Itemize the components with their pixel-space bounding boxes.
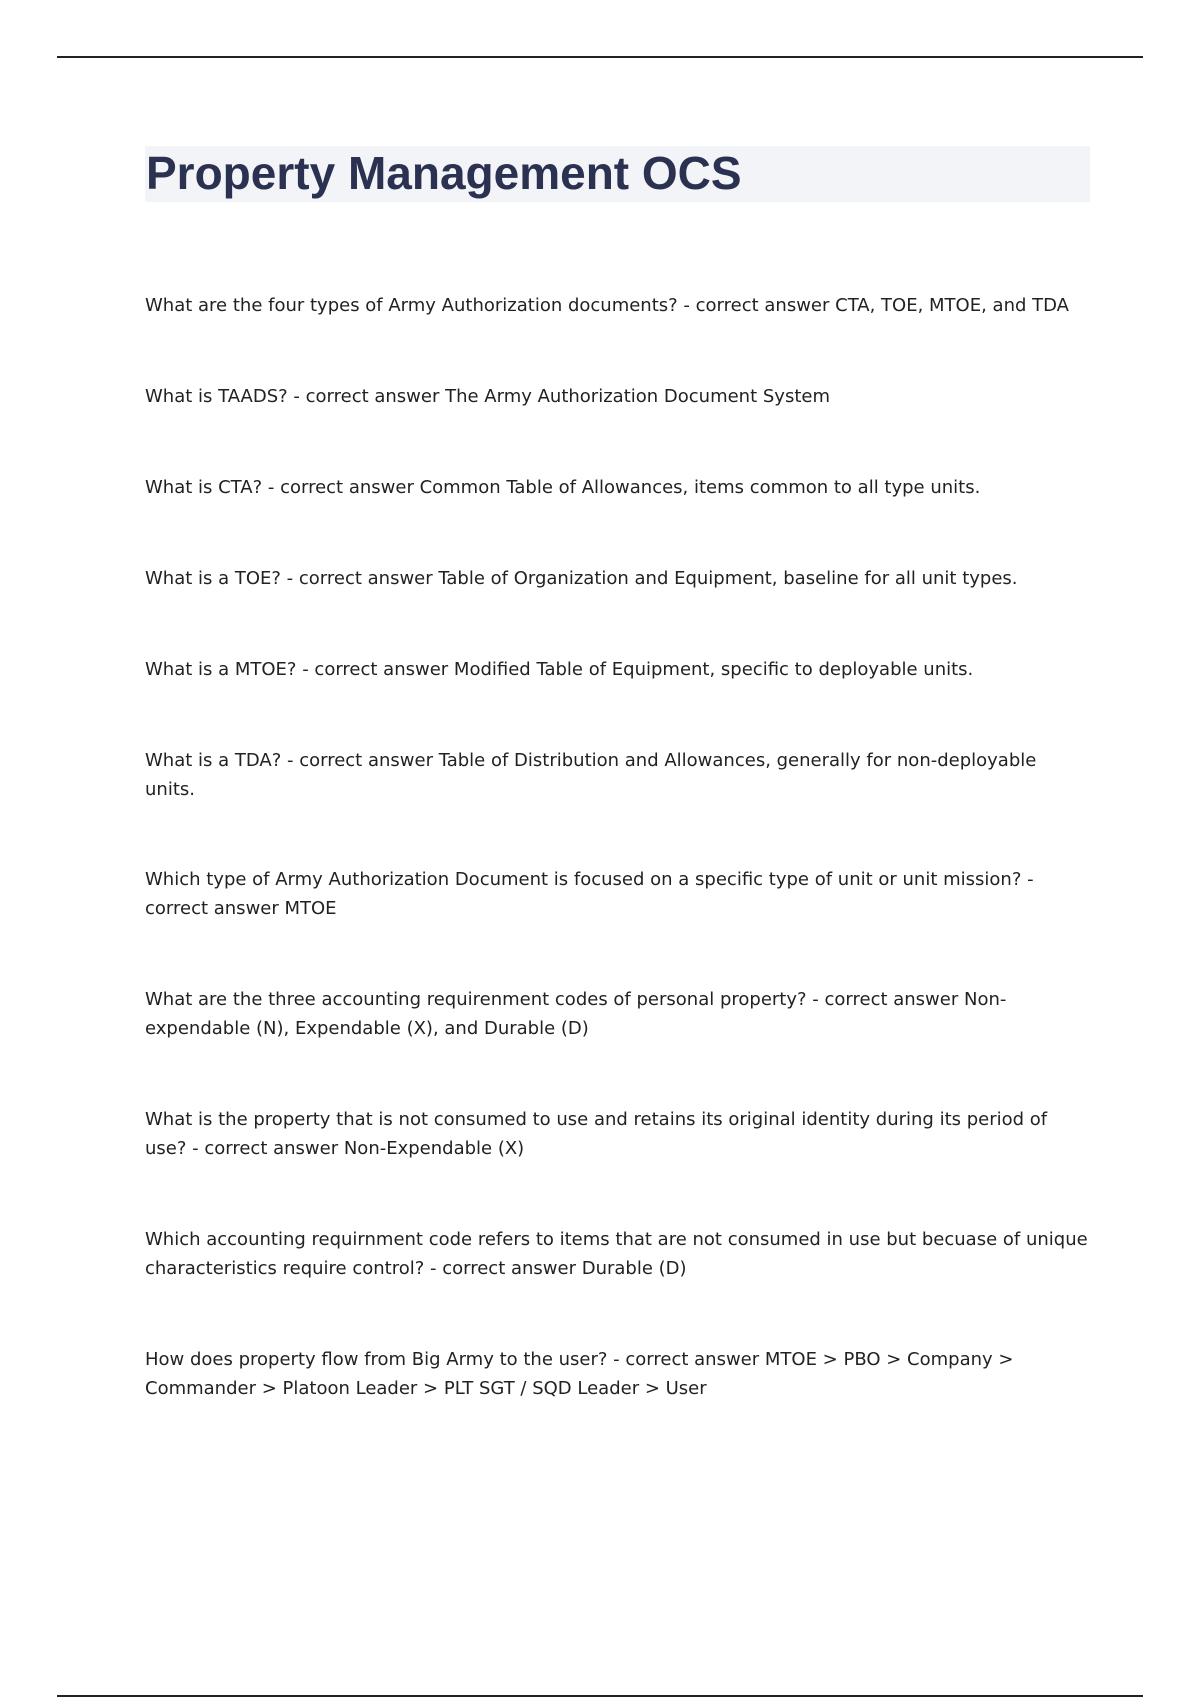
- qa-item-8: What are the three accounting requirenment codes of personal property? - correct answer Non-expendable (N), Expendable (X), and Durable (D): [145, 989, 1007, 1039]
- qa-item-10: Which accounting requirnment code refers to items that are not consumed in use but becuase of unique characteristics require control? - correct answer Durable (D): [145, 1229, 1088, 1279]
- qa-item-9: What is the property that is not consumed to use and retains its original identity during its period of use? - correct answer Non-Expendable (X): [145, 1109, 1048, 1159]
- qa-item-5: What is a MTOE? - correct answer Modified Table of Equipment, specific to deployable units.: [145, 659, 974, 680]
- qa-item-2: What is TAADS? - correct answer The Army Authorization Document System: [145, 386, 830, 407]
- qa-item-3: What is CTA? - correct answer Common Table of Allowances, items common to all type units.: [145, 477, 981, 498]
- top-rule: [57, 56, 1143, 58]
- qa-item-1: What are the four types of Army Authorization documents? - correct answer CTA, TOE, MTOE, and TDA: [145, 295, 1069, 316]
- qa-item-4: What is a TOE? - correct answer Table of Organization and Equipment, baseline for all unit types.: [145, 568, 1018, 589]
- qa-item-11: How does property flow from Big Army to the user? - correct answer MTOE > PBO > Company > Commander > Platoon Leader > PLT SGT / SQD Leader > User: [145, 1349, 1014, 1399]
- bottom-rule: [57, 1695, 1143, 1697]
- qa-item-7: Which type of Army Authorization Document is focused on a specific type of unit or unit mission? - correct answer MTOE: [145, 869, 1034, 919]
- qa-item-6: What is a TDA? - correct answer Table of Distribution and Allowances, generally for non-deployable units.: [145, 750, 1037, 800]
- page-title: Property Management OCS: [146, 147, 742, 199]
